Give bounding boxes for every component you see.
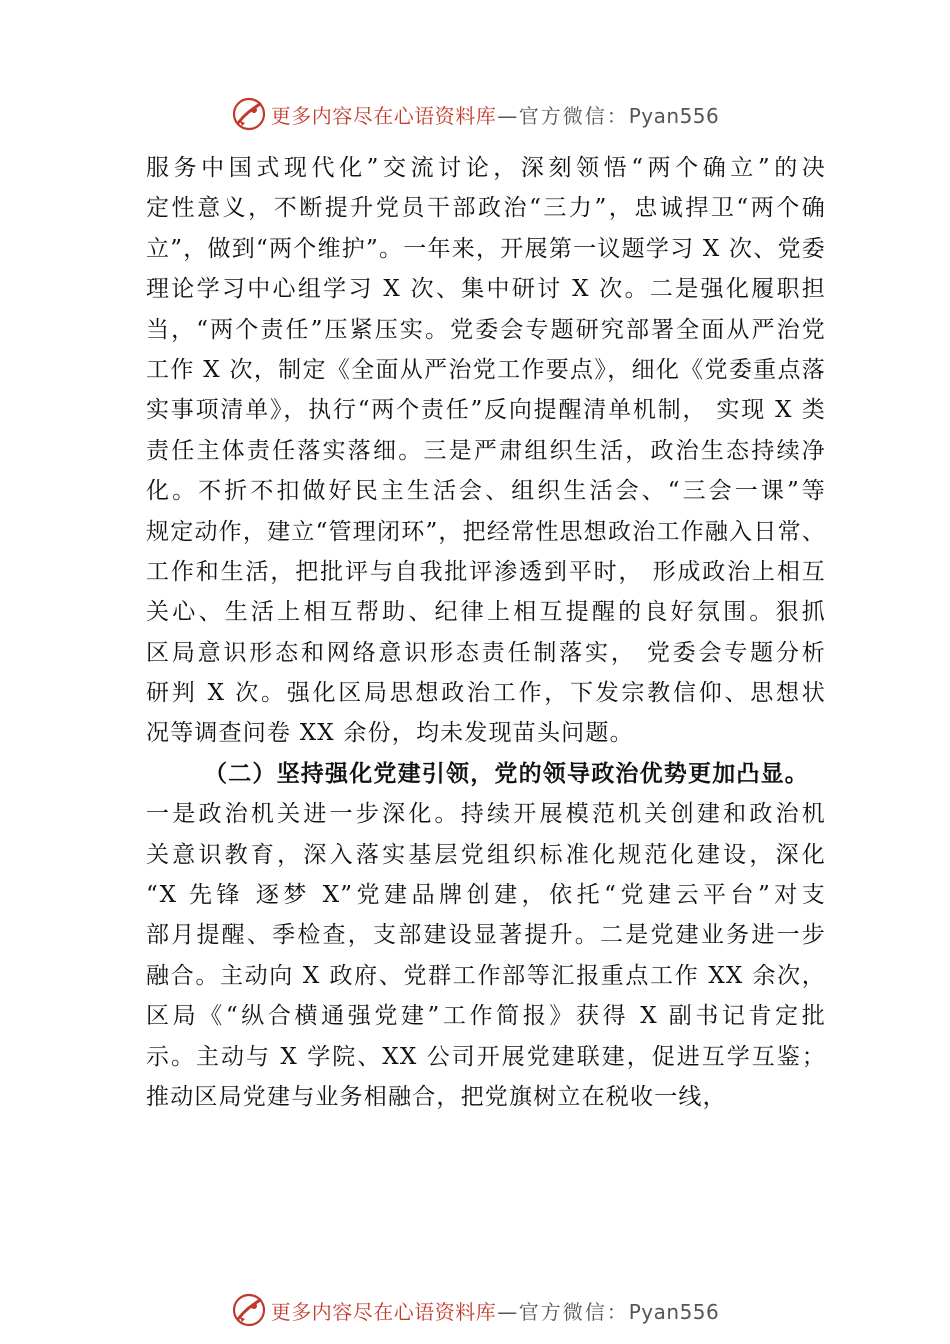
body-line: 实事项清单》，执行“两个责任”反向提醒清单机制， 实现 X 类 (146, 397, 826, 424)
footer-sub-text: 官方微信： (518, 1299, 629, 1324)
section-heading: （二）坚持强化党建引领，党的领导政治优势更加凸显。 (204, 759, 809, 787)
footer-separator: — (497, 1299, 518, 1324)
body-line: 理论学习中心组学习 X 次、集中研讨 X 次。二是强化履职担 (146, 276, 826, 303)
body-line: 融合。主动向 X 政府、党群工作部等汇报重点工作 XX 余次， (146, 962, 826, 989)
body-line: 况等调查问卷 XX 余份，均未发现苗头问题。 (146, 720, 634, 747)
footer-wechat-id: Pyan556 (628, 1299, 720, 1324)
footer-main-text: 更多内容尽在心语资料库 (270, 1299, 497, 1324)
body-line: 一是政治机关进一步深化。持续开展模范机关创建和政治机 (146, 801, 826, 828)
body-line: 关意识教育，深入落实基层党组织标准化规范化建设，深化 (146, 841, 826, 868)
body-line: 工作和生活，把批评与自我批评渗透到平时， 形成政治上相互 (146, 558, 826, 585)
body-line: 立”，做到“两个维护”。一年来，开展第一议题学习 X 次、党委 (146, 235, 826, 262)
body-line: 推动区局党建与业务相融合，把党旗树立在税收一线， (146, 1083, 727, 1110)
body-line: “X 先锋 逐梦 X”党建品牌创建，依托“党建云平台”对支 (146, 882, 826, 909)
header-sub-text: 官方微信： (518, 103, 629, 128)
body-line: 当，“两个责任”压紧压实。党委会专题研究部署全面从严治党 (146, 316, 826, 343)
body-line: 研判 X 次。强化区局思想政治工作，下发宗教信仰、思想状 (146, 680, 826, 707)
body-line: 示。主动与 X 学院、XX 公司开展党建联建，促进互学互鉴； (146, 1043, 826, 1070)
body-line: 服务中国式现代化”交流讨论，深刻领悟“两个确立”的决 (146, 155, 826, 181)
footer-text (271, 1296, 720, 1325)
body-line: 规定动作，建立“管理闭环”，把经常性思想政治工作融入日常、 (146, 518, 826, 545)
footer-banner (0, 1290, 950, 1330)
body-line: 工作 X 次，制定《全面从严治党工作要点》，细化《党委重点落 (146, 356, 826, 383)
body-line: 区局《“纵合横通强党建”工作简报》获得 X 副书记肯定批 (146, 1003, 826, 1030)
header-main-text: 更多内容尽在心语资料库 (270, 103, 497, 128)
brush-logo-icon (231, 1292, 267, 1328)
header-separator: — (497, 103, 518, 128)
body-line: 部月提醒、季检查，支部建设显著提升。二是党建业务进一步 (146, 922, 826, 949)
body-line: 关心、生活上相互帮助、纪律上相互提醒的良好氛围。狠抓 (146, 599, 826, 626)
body-line: 区局意识形态和网络意识形态责任制落实， 党委会专题分析 (146, 639, 826, 666)
body-line: 责任主体责任落实落细。三是严肃组织生活，政治生态持续净 (146, 437, 826, 464)
header-banner (0, 94, 950, 134)
header-wechat-id: Pyan556 (628, 103, 720, 128)
header-text (271, 100, 720, 129)
body-line: 定性意义，不断提升党员干部政治“三力”，忠诚捍卫“两个确 (146, 195, 826, 222)
body-line: 化。不折不扣做好民主生活会、组织生活会、“三会一课”等 (146, 478, 826, 505)
brush-logo-icon (231, 96, 267, 132)
document-body (146, 148, 826, 1117)
